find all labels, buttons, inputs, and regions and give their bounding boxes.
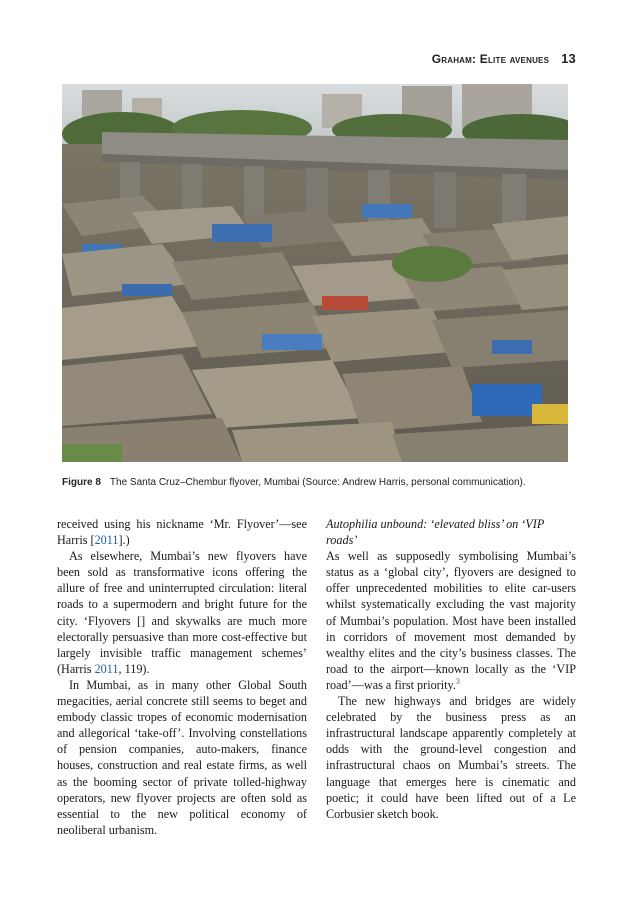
left-paragraph-1 — [57, 516, 307, 548]
citation-link[interactable]: 2011 — [94, 661, 119, 676]
text-run: , 119). — [118, 661, 150, 676]
text-run: As elsewhere, Mumbai’s new flyovers have been sold as transformative icons offering the allure of free and uninterrupted circulation: literal roads to a supermodern and bright future for the city. ‘Flyovers [] and skywalks are much more electorally persuasive than more cost-effective but largely invisible traffic management schemes’ (Harris — [57, 549, 307, 676]
figure-photo-flyover — [62, 84, 568, 462]
running-head-author: Graham — [431, 52, 473, 66]
left-column — [57, 516, 307, 838]
figure-caption — [62, 477, 582, 488]
left-paragraph-3: In Mumbai, as in many other Global South megacities, aerial concrete still seems to beget and embody classic tropes of economic modernisation and allegorical ‘take-off’. Involving constellations of pension companies, auto-makers, finance houses, construction and real estate firms, as well as the booming sector of private tolled-highway operators, new flyover projects are often sold as essential to the new political economy of neoliberal urbanism. — [57, 677, 307, 837]
text-run: As well as supposedly symbolising Mumbai’s status as a ‘global city’, flyovers are designed to offer unprecedented mobilities to elite car-users whilst systematically excluding the vast majority of Mumbai’s population. Most have been installed in corridors of movement most demanded by wealthy elites and the city’s business classes. The road to the airport—known locally as the ‘VIP road’—was a first priority. — [326, 549, 576, 692]
running-head-title: Elite avenues — [479, 52, 550, 66]
citation-link[interactable]: 2011 — [94, 533, 119, 548]
left-paragraph-2 — [57, 548, 307, 677]
text-run: ].) — [118, 533, 130, 548]
text-run: received using his nickname ‘Mr. Flyover’—see Harris [ — [57, 517, 307, 548]
section-heading: Autophilia unbound: ‘elevated bliss’ on ‘VIP roads’ — [326, 517, 545, 548]
running-head-separator: : — [472, 52, 480, 66]
figure-label: Figure 8 — [62, 477, 101, 488]
running-head — [432, 51, 576, 66]
footnote-marker[interactable]: 3 — [455, 676, 460, 686]
right-paragraph-1 — [326, 548, 576, 693]
page-number: 13 — [561, 51, 576, 66]
figure-caption-text: The Santa Cruz–Chembur flyover, Mumbai (Source: Andrew Harris, personal communication). — [109, 477, 526, 488]
right-column — [326, 516, 576, 822]
right-paragraph-2: The new highways and bridges are widely celebrated by the business press as an infrastructural landscape apparently completely at odds with the ground-level congestion and infrastructural chaos on Mumbai’s streets. The language that emerges here is cinematic and poetic; it could have been lifted out of a Le Corbusier sketch book. — [326, 694, 576, 821]
